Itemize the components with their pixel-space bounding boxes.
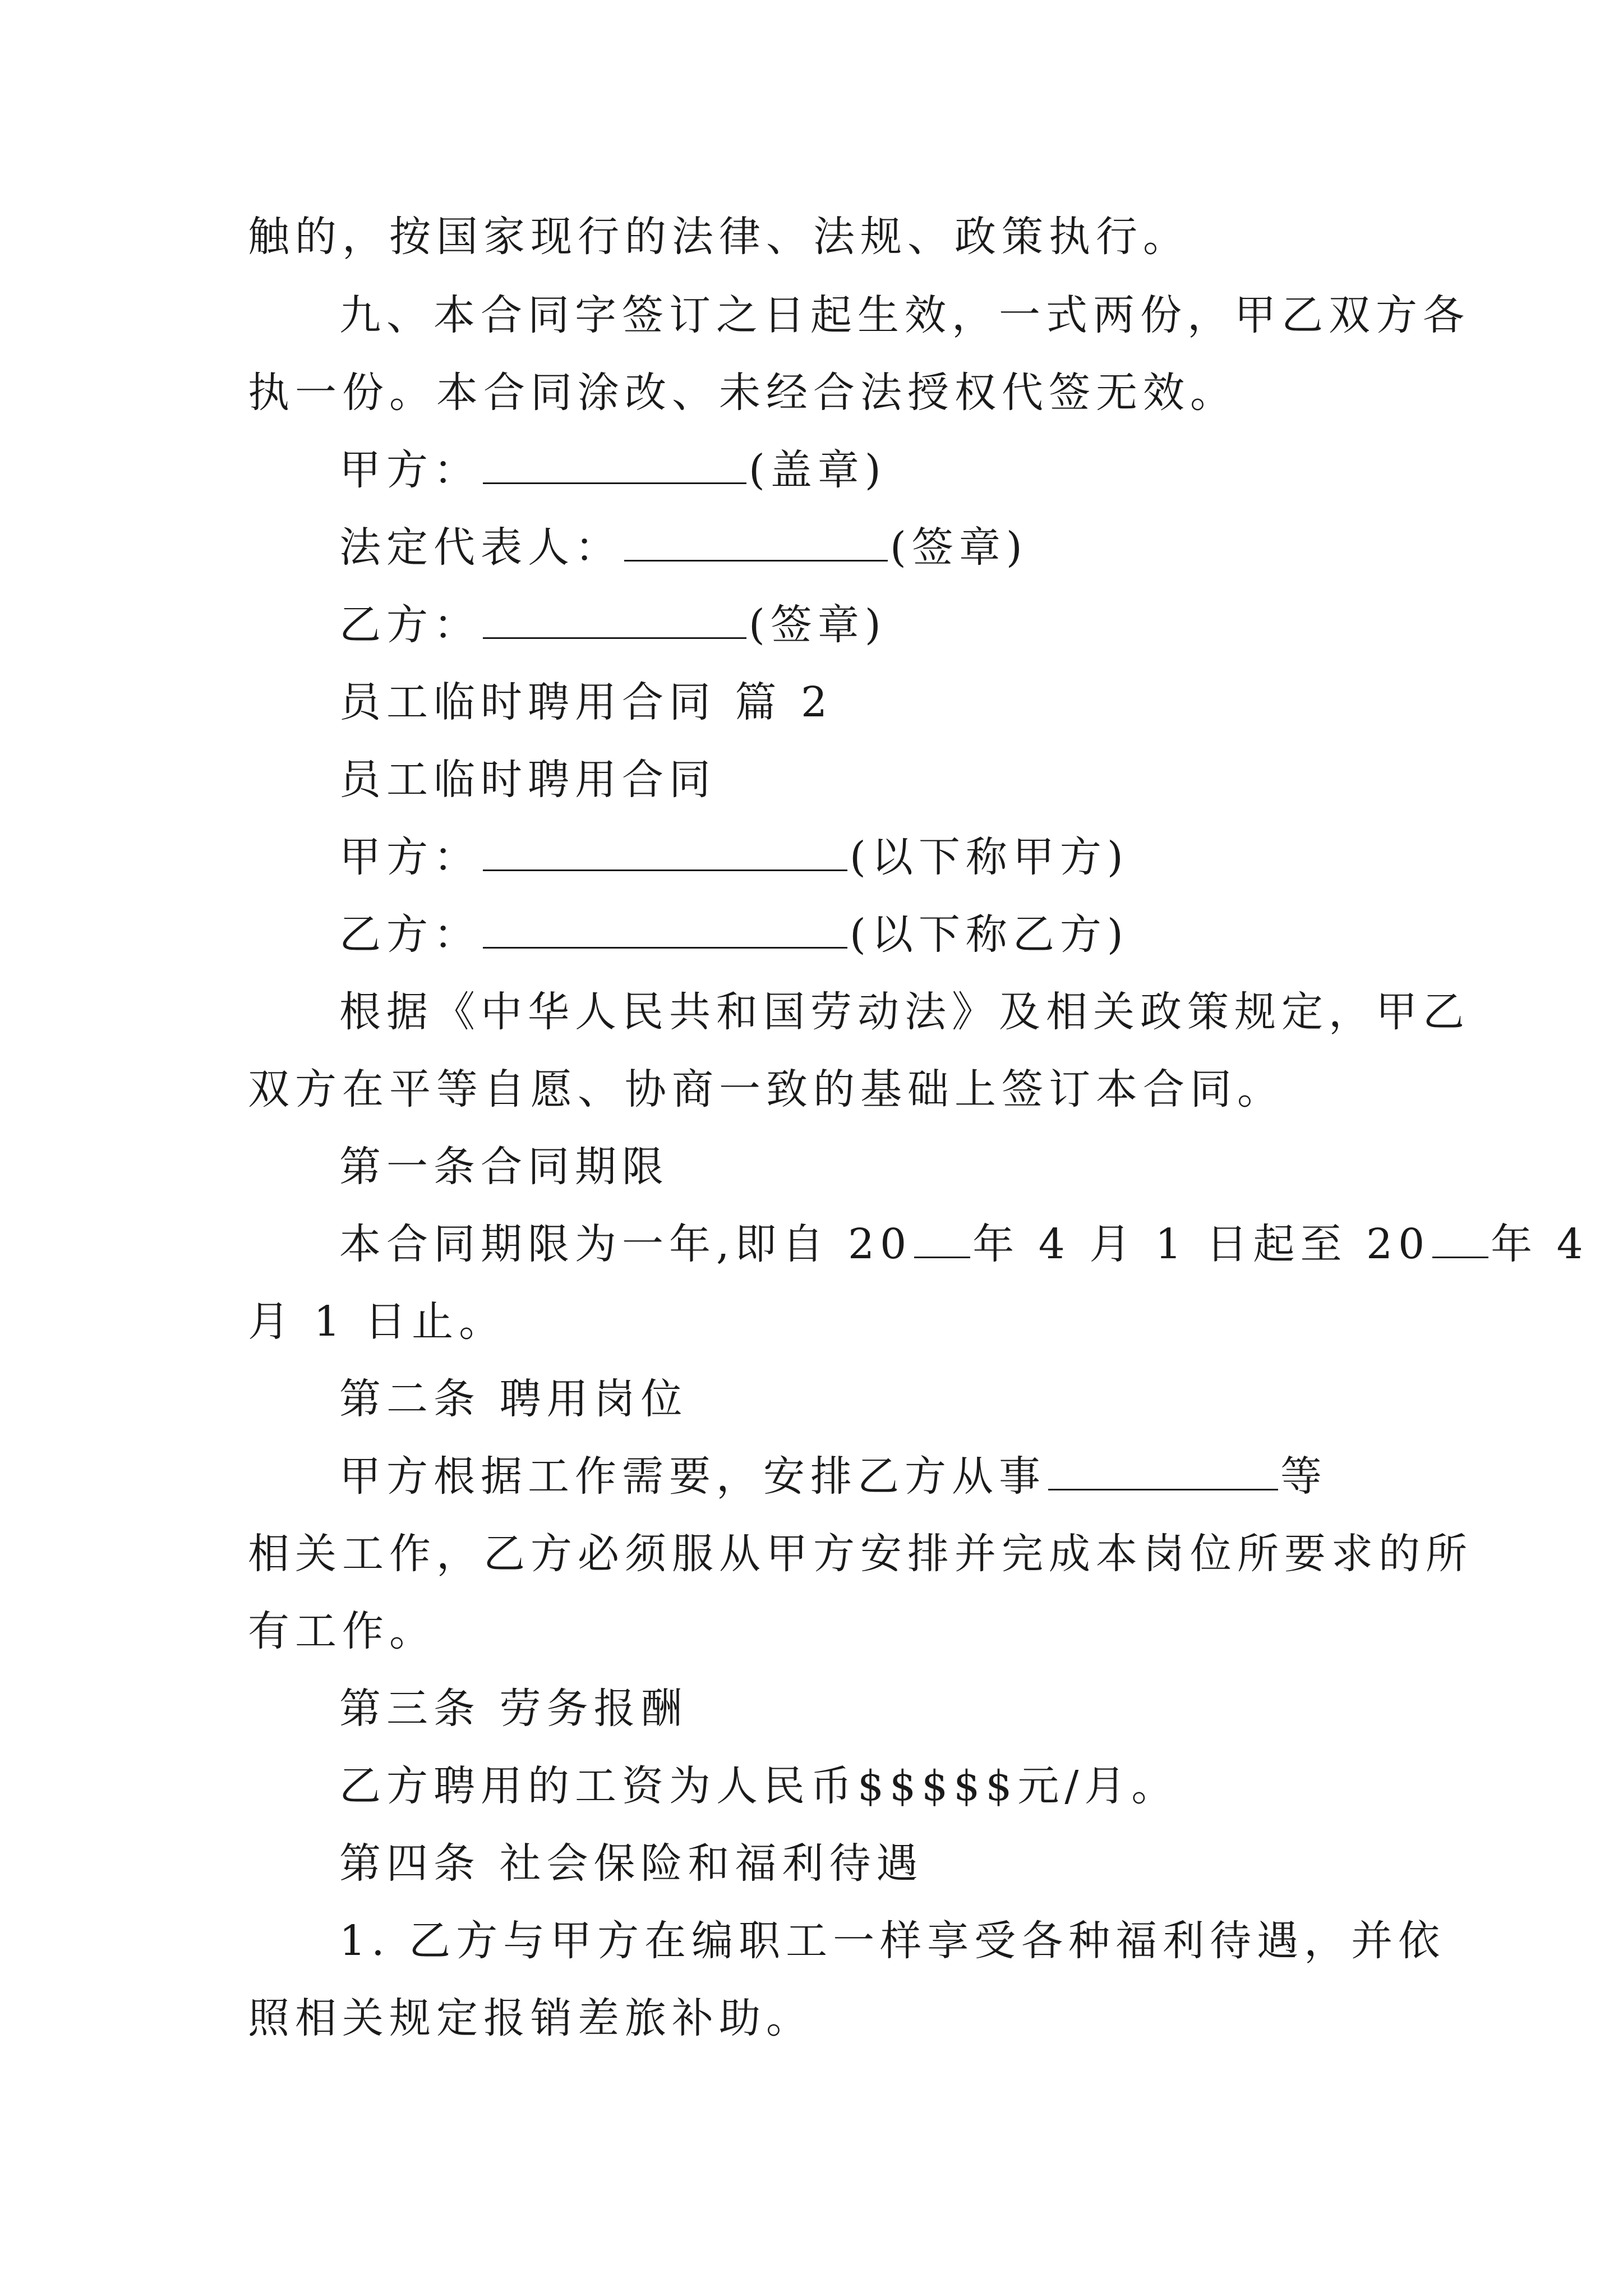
label: 甲方： bbox=[339, 446, 481, 494]
label: 甲方： bbox=[339, 833, 481, 881]
text: 乙方聘用的工资为人民币$$$$$元/月。 bbox=[339, 1762, 1179, 1810]
article-heading bbox=[339, 1682, 1483, 1736]
text: 年 4 月 1 日起至 20 bbox=[972, 1220, 1431, 1268]
paragraph-line bbox=[248, 1991, 1392, 2045]
paragraph-line bbox=[339, 1759, 1483, 1813]
text: 员工临时聘用合同 bbox=[339, 756, 716, 804]
name-blank bbox=[483, 835, 847, 871]
paragraph-line bbox=[339, 1217, 1589, 1271]
text: 触的，按国家现行的法律、法规、政策执行。 bbox=[248, 213, 1190, 261]
text: 1. 乙方与甲方在编职工一样享受各种福利待遇，并依 bbox=[339, 1917, 1446, 1965]
note: (以下称甲方) bbox=[850, 833, 1129, 881]
position-blank bbox=[1048, 1454, 1278, 1490]
paragraph-line bbox=[339, 1450, 1483, 1503]
signature-blank bbox=[624, 525, 888, 562]
text: 月 1 日止。 bbox=[248, 1297, 506, 1346]
party-b-line bbox=[339, 908, 1483, 961]
signature-line-party-b bbox=[339, 598, 1483, 652]
text: 甲方根据工作需要，安排乙方从事 bbox=[339, 1452, 1046, 1501]
signature-line-party-a bbox=[339, 443, 1483, 497]
label: 法定代表人： bbox=[339, 523, 622, 572]
signature-blank bbox=[483, 602, 746, 639]
year-blank bbox=[914, 1222, 970, 1258]
signature-line-legal-rep bbox=[339, 521, 1483, 574]
paragraph-line bbox=[248, 1604, 1392, 1658]
section-title bbox=[339, 675, 1483, 729]
signature-blank bbox=[483, 448, 746, 484]
text: 第一条合同期限 bbox=[339, 1143, 669, 1191]
text: 本合同期限为一年,即自 20 bbox=[339, 1220, 912, 1268]
paragraph-line bbox=[248, 210, 1392, 264]
text: 九、本合同字签订之日起生效，一式两份，甲乙双方各 bbox=[339, 291, 1470, 339]
paragraph-line bbox=[248, 1295, 1392, 1349]
label: 乙方： bbox=[339, 601, 481, 649]
text: 执一份。本合同涂改、未经合法授权代签无效。 bbox=[248, 369, 1237, 417]
text: 双方在平等自愿、协商一致的基础上签订本合同。 bbox=[248, 1065, 1284, 1114]
party-a-line bbox=[339, 830, 1483, 884]
text: 第三条 劳务报酬 bbox=[339, 1685, 688, 1733]
contract-title bbox=[339, 753, 1483, 807]
seal-note: (签章) bbox=[749, 601, 887, 649]
name-blank bbox=[483, 912, 847, 949]
seal-note: (签章) bbox=[890, 523, 1028, 572]
paragraph-line bbox=[339, 985, 1483, 1039]
text: 第二条 聘用岗位 bbox=[339, 1375, 688, 1423]
paragraph-line bbox=[248, 366, 1392, 420]
article-heading bbox=[339, 1140, 1483, 1194]
paragraph-line bbox=[339, 1914, 1483, 1968]
text: 照相关规定报销差旅补助。 bbox=[248, 1994, 813, 2042]
article-heading bbox=[339, 1372, 1483, 1426]
text: 等 bbox=[1280, 1452, 1327, 1501]
text: 相关工作，乙方必须服从甲方安排并完成本岗位所要求的所 bbox=[248, 1530, 1473, 1578]
seal-note: (盖章) bbox=[749, 446, 887, 494]
text: 有工作。 bbox=[248, 1607, 436, 1655]
text: 根据《中华人民共和国劳动法》及相关政策规定，甲乙 bbox=[339, 988, 1470, 1036]
text: 年 4 bbox=[1491, 1220, 1589, 1268]
paragraph-line bbox=[248, 1062, 1392, 1116]
paragraph-line bbox=[339, 288, 1483, 342]
label: 乙方： bbox=[339, 910, 481, 959]
text: 第四条 社会保险和福利待遇 bbox=[339, 1839, 924, 1888]
article-heading bbox=[339, 1837, 1483, 1890]
note: (以下称乙方) bbox=[850, 910, 1129, 959]
paragraph-line bbox=[248, 1527, 1473, 1581]
text: 员工临时聘用合同 篇 2 bbox=[339, 678, 833, 726]
year-blank bbox=[1432, 1222, 1488, 1258]
